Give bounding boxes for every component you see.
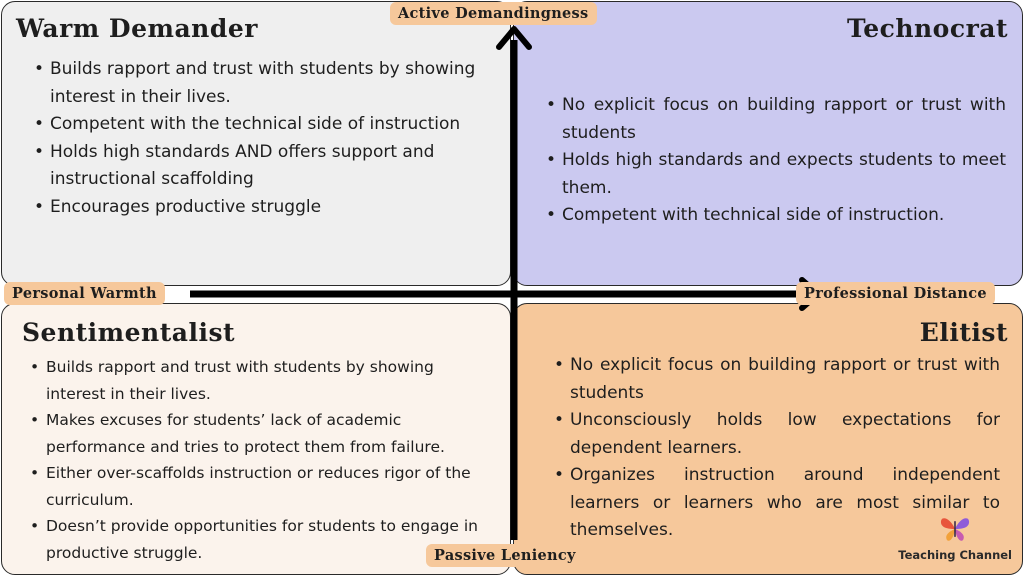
technocrat-list	[546, 92, 1006, 230]
list-item: • Makes excuses for students’ lack of academic performance and tries to protect them from failure.	[30, 407, 486, 460]
list-item: • Competent with the technical side of instruction	[34, 111, 482, 139]
list-item: • No explicit focus on building rapport or trust with students	[546, 92, 1006, 147]
axis-label-left: Personal Warmth	[4, 282, 165, 305]
axis-label-top: Active Demandingness	[390, 2, 597, 25]
axis-label-right: Professional Distance	[796, 282, 995, 305]
butterfly-icon	[938, 515, 972, 543]
axis-label-bottom: Passive Leniency	[426, 544, 584, 567]
warm-demander-list	[34, 56, 482, 221]
list-item: • Holds high standards AND offers support and instructional scaffolding	[34, 139, 482, 194]
list-item: • Encourages productive struggle	[34, 194, 482, 222]
warm-demander-title: Warm Demander	[16, 14, 258, 43]
list-item: • Holds high standards and expects students to meet them.	[546, 147, 1006, 202]
brand-name: Teaching Channel	[898, 548, 1012, 562]
list-item: • Builds rapport and trust with students by showing interest in their lives.	[30, 354, 486, 407]
sentimentalist-list	[30, 354, 486, 566]
list-item: • Competent with technical side of instruction.	[546, 202, 1006, 230]
list-item: • Doesn’t provide opportunities for students to engage in productive struggle.	[30, 513, 486, 566]
sentimentalist-title: Sentimentalist	[22, 318, 236, 347]
teaching-channel-brand	[898, 515, 1012, 562]
elitist-title: Elitist	[919, 318, 1008, 347]
list-item: • No explicit focus on building rapport or trust with students	[554, 352, 1000, 407]
list-item: • Either over-scaffolds instruction or reduces rigor of the curriculum.	[30, 460, 486, 513]
list-item: • Unconsciously holds low expectations for dependent learners.	[554, 407, 1000, 462]
list-item: • Builds rapport and trust with students by showing interest in their lives.	[34, 56, 482, 111]
technocrat-title: Technocrat	[846, 14, 1008, 43]
list-item: • Organizes instruction around independent learners or learners who are most similar to themselves.	[554, 462, 1000, 545]
